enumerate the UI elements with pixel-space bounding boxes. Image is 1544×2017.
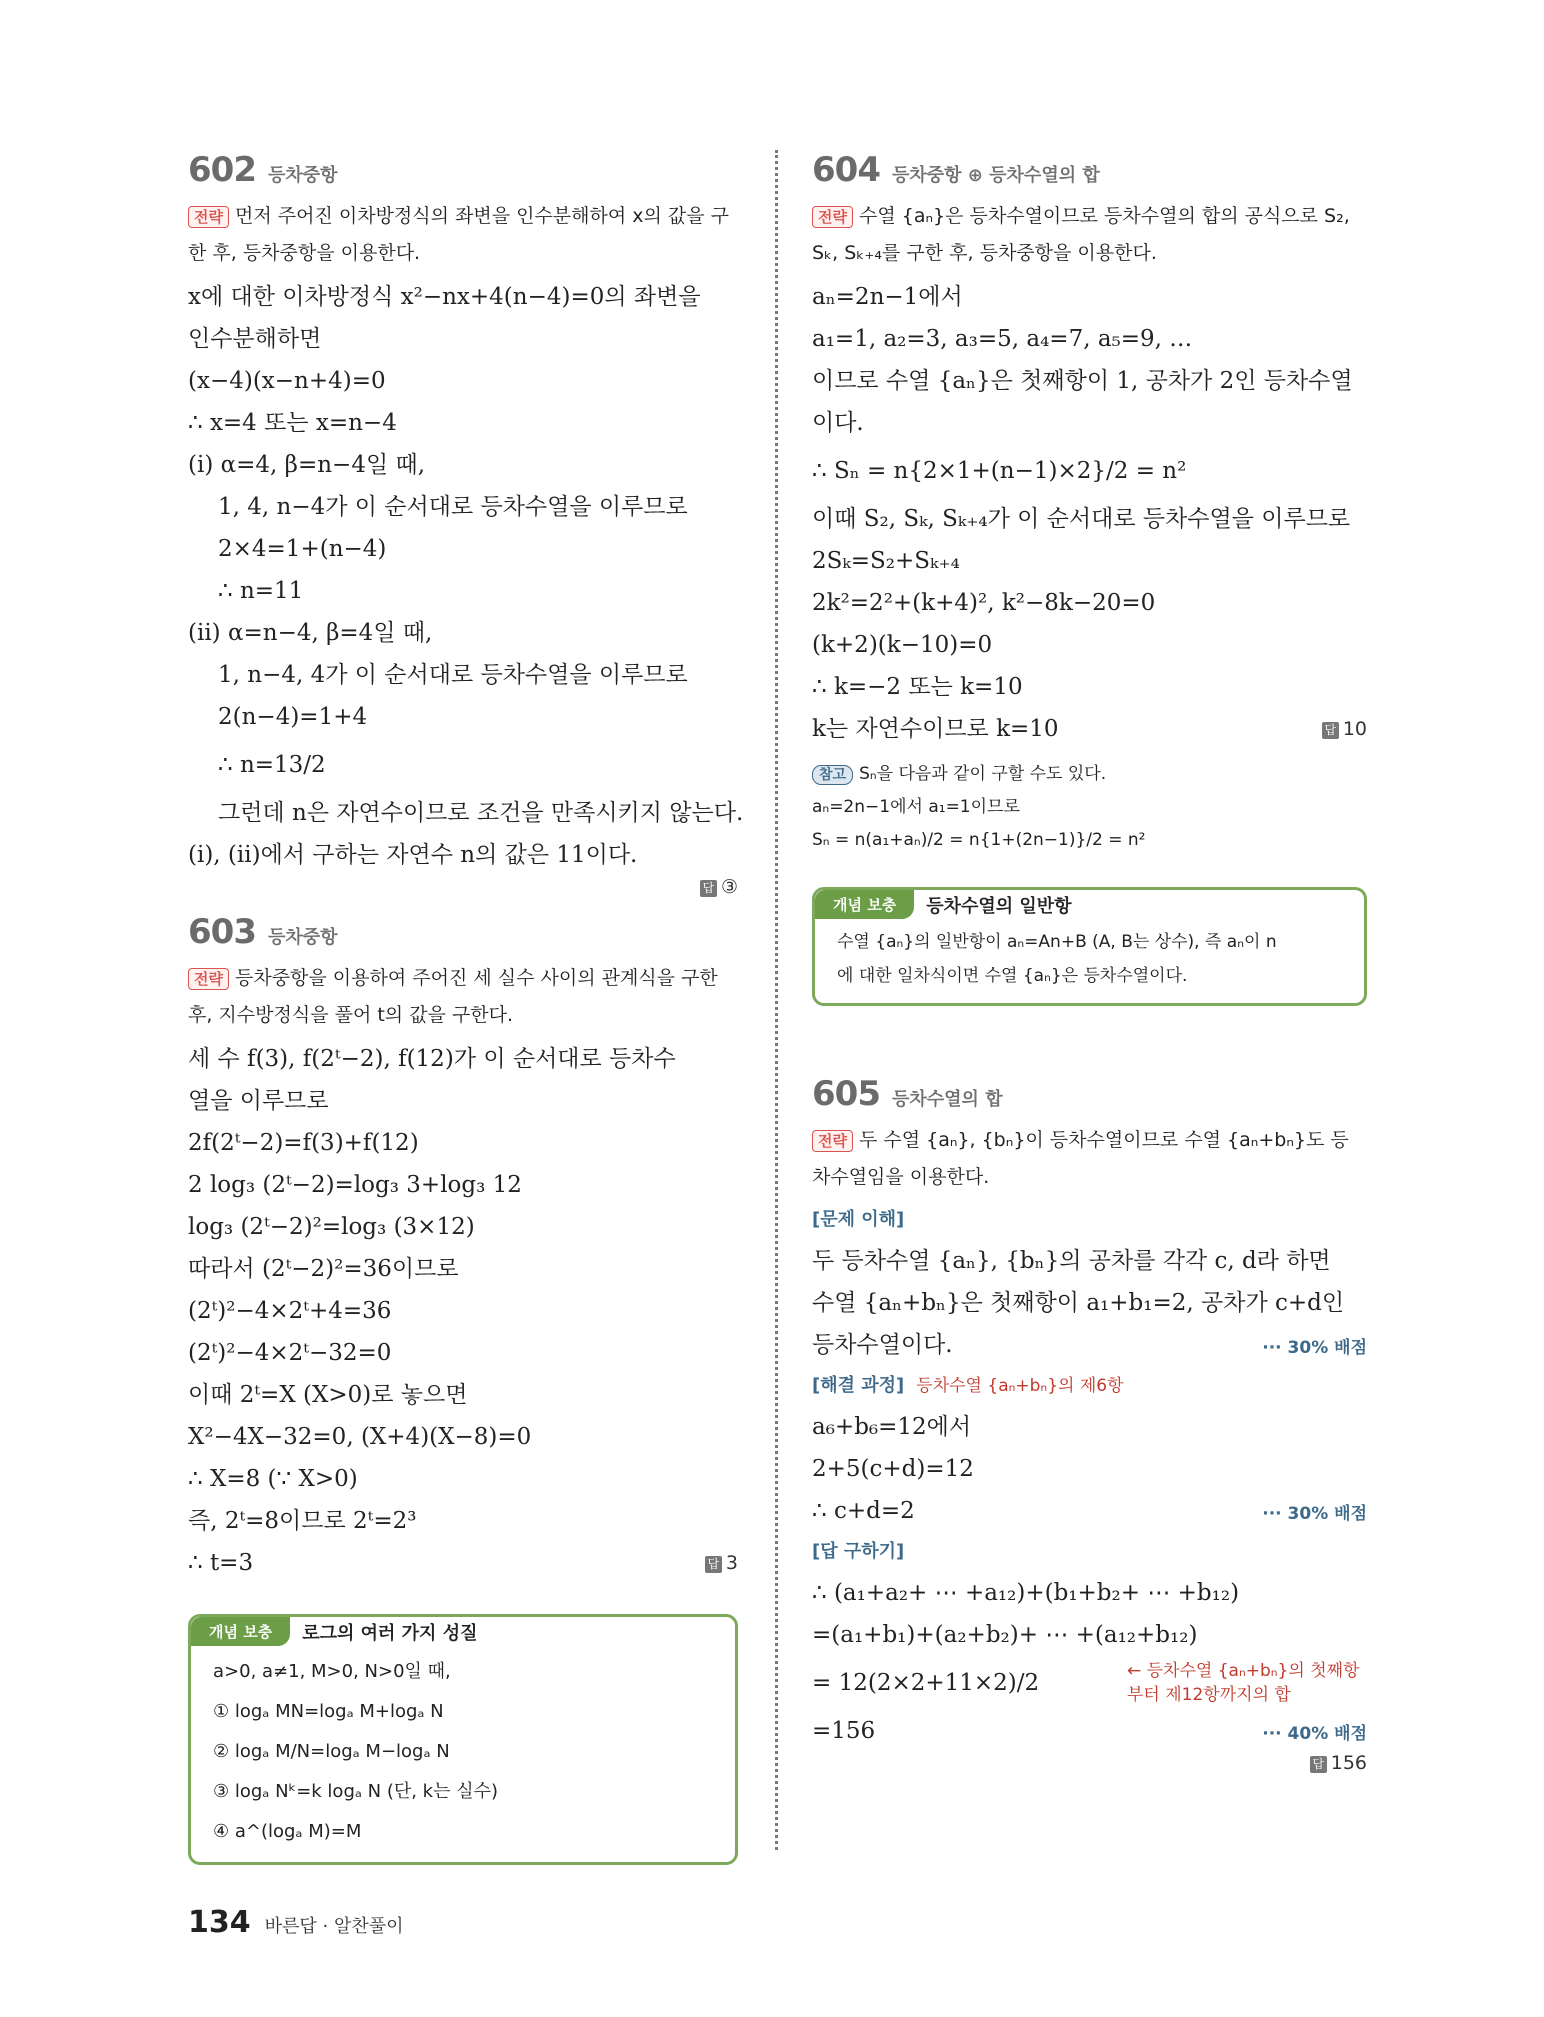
problem-number: 604 [812, 150, 880, 190]
solution-line: 1, n−4, 4가 이 순서대로 등차수열을 이루므로 [218, 662, 688, 688]
solution-line: ∴ k=−2 또는 k=10 [812, 674, 1023, 700]
note-tag: 참고 [812, 765, 853, 785]
answer [1322, 718, 1367, 740]
solution-line: 2×4=1+(n−4) [218, 536, 387, 562]
answer [812, 1752, 1367, 1786]
problem-603 [188, 912, 738, 1865]
annotation: ← 등차수열 {aₙ+bₙ}의 첫째항부터 제12항까지의 합 [1127, 1661, 1360, 1705]
problem-topic: 등차중항 [267, 927, 338, 948]
strategy-text: 두 수열 {aₙ}, {bₙ}이 등차수열이므로 수열 {aₙ+bₙ}도 등차수열임을 이용한다. [812, 1129, 1349, 1188]
solution-line: 등차수열이다. [812, 1332, 953, 1358]
strategy [812, 198, 1367, 272]
strategy-tag: 전략 [188, 968, 229, 990]
problem-topic: 등차중항 [267, 165, 338, 186]
solution-line: 즉, 2ᵗ=8이므로 2ᵗ=2³ [188, 1508, 417, 1534]
solution-line: x에 대한 이차방정식 x²−nx+4(n−4)=0의 좌변을 [188, 284, 701, 310]
answer [705, 1552, 738, 1574]
concept-title: 로그의 여러 가지 성질 [302, 1622, 478, 1644]
strategy-text: 등차중항을 이용하여 주어진 세 실수 사이의 관계식을 구한 후, 지수방정식을 풀어 t의 값을 구한다. [188, 967, 718, 1026]
problem-605 [812, 1074, 1367, 1786]
solution-line: 열을 이루므로 [188, 1088, 329, 1114]
solution-line: 그런데 n은 자연수이므로 조건을 만족시키지 않는다. [218, 800, 744, 826]
solution-line: (i), (ii)에서 구하는 자연수 n의 값은 11이다. [188, 842, 638, 868]
solution-line: ∴ Sₙ = n{2×1+(n−1)×2}/2 = n² [812, 458, 1187, 484]
answer-icon: 답 [1322, 722, 1339, 739]
book-section: 바른답 · 알찬풀이 [264, 1916, 404, 1937]
concept-line: ② logₐ M/N=logₐ M−logₐ N [213, 1741, 450, 1762]
solution-line: 세 수 f(3), f(2ᵗ−2), f(12)가 이 순서대로 등차수 [188, 1046, 676, 1072]
problem-602 [188, 150, 744, 910]
problem-number: 602 [188, 150, 256, 190]
score-label: ··· 30% 배점 [1262, 1503, 1367, 1524]
solution-line: (x−4)(x−n+4)=0 [188, 368, 386, 394]
strategy [188, 198, 738, 272]
solution-line: aₙ=2n−1에서 [812, 284, 963, 310]
solution-line: X²−4X−32=0, (X+4)(X−8)=0 [188, 1424, 532, 1450]
answer-value: 156 [1330, 1752, 1367, 1774]
answer-icon: 답 [700, 880, 717, 897]
solution-line: log₃ (2ᵗ−2)²=log₃ (3×12) [188, 1214, 475, 1240]
solution-line: 두 등차수열 {aₙ}, {bₙ}의 공차를 각각 c, d라 하면 [812, 1248, 1331, 1274]
solution-line: a₁=1, a₂=3, a₃=5, a₄=7, a₅=9, … [812, 326, 1193, 352]
solution-line: (ii) α=n−4, β=4일 때, [188, 620, 433, 646]
strategy [188, 960, 738, 1034]
section-problem-understanding: [문제 이해] [812, 1209, 905, 1230]
strategy-text: 먼저 주어진 이차방정식의 좌변을 인수분해하여 x의 값을 구한 후, 등차중항을 이용한다. [188, 205, 730, 264]
solution-line: 인수분해하면 [188, 326, 322, 352]
problem-number: 605 [812, 1074, 880, 1114]
solution-line: (2ᵗ)²−4×2ᵗ−32=0 [188, 1340, 392, 1366]
solution-line: (k+2)(k−10)=0 [812, 632, 993, 658]
concept-box [812, 887, 1367, 1006]
solution-line: 1, 4, n−4가 이 순서대로 등차수열을 이루므로 [218, 494, 688, 520]
strategy-text: 수열 {aₙ}은 등차수열이므로 등차수열의 합의 공식으로 S₂, Sₖ, Sₖ₊₄를 구한 후, 등차중항을 이용한다. [812, 205, 1350, 264]
concept-tag: 개념 보충 [191, 1617, 290, 1646]
solution-line: ∴ t=3 [188, 1550, 254, 1576]
solution-line: 따라서 (2ᵗ−2)²=36이므로 [188, 1256, 459, 1282]
answer-value: 10 [1342, 718, 1367, 740]
problem-604 [812, 150, 1367, 1006]
solution-line: ∴ X=8 (∵ X>0) [188, 1466, 358, 1492]
answer-value: 3 [725, 1552, 738, 1574]
concept-title: 등차수열의 일반항 [926, 895, 1072, 917]
solution-line: =(a₁+b₁)+(a₂+b₂)+ ⋯ +(a₁₂+b₁₂) [812, 1622, 1198, 1648]
solution-line: 이때 S₂, Sₖ, Sₖ₊₄가 이 순서대로 등차수열을 이루므로 [812, 506, 1351, 532]
problem-topic: 등차수열의 합 [891, 1089, 1003, 1110]
concept-line: 수열 {aₙ}의 일반항이 aₙ=An+B (A, B는 상수), 즉 aₙ이 n [837, 932, 1277, 952]
solution-line: 2(n−4)=1+4 [218, 704, 368, 730]
page-footer [188, 1905, 404, 1940]
solution-line: ∴ n=13/2 [218, 752, 326, 778]
concept-box [188, 1614, 738, 1865]
solution-line: ∴ (a₁+a₂+ ⋯ +a₁₂)+(b₁+b₂+ ⋯ +b₁₂) [812, 1580, 1240, 1606]
solution-line: = 12(2×2+11×2)/2 [812, 1670, 1040, 1696]
column-divider [775, 150, 778, 1850]
concept-line: 에 대한 일차식이면 수열 {aₙ}은 등차수열이다. [837, 966, 1188, 986]
solution-line: 2 log₃ (2ᵗ−2)=log₃ 3+log₃ 12 [188, 1172, 522, 1198]
problem-topic: 등차중항 ⊕ 등차수열의 합 [891, 165, 1100, 186]
strategy-tag: 전략 [812, 206, 853, 228]
solution-line: =156 [812, 1718, 876, 1744]
answer [188, 876, 738, 910]
strategy-tag: 전략 [812, 1130, 853, 1152]
page-number: 134 [188, 1905, 251, 1940]
right-column [812, 150, 1367, 1786]
note-line: aₙ=2n−1에서 a₁=1이므로 [812, 797, 1020, 817]
problem-number: 603 [188, 912, 256, 952]
concept-line: ③ logₐ Nᵏ=k logₐ N (단, k는 실수) [213, 1781, 499, 1802]
solution-line: (i) α=4, β=n−4일 때, [188, 452, 426, 478]
score-label: ··· 30% 배점 [1262, 1337, 1367, 1358]
solution-line: 수열 {aₙ+bₙ}은 첫째항이 a₁+b₁=2, 공차가 c+d인 [812, 1290, 1345, 1316]
concept-tag: 개념 보충 [815, 890, 914, 919]
section-find-answer: [답 구하기] [812, 1541, 905, 1562]
solution-line: 2Sₖ=S₂+Sₖ₊₄ [812, 548, 960, 574]
answer-icon: 답 [1310, 1756, 1327, 1773]
annotation: 등차수열 {aₙ+bₙ}의 제6항 [916, 1376, 1124, 1396]
concept-line: ① logₐ MN=logₐ M+logₐ N [213, 1701, 444, 1722]
solution-line: 이므로 수열 {aₙ}은 첫째항이 1, 공차가 2인 등차수열 [812, 368, 1353, 394]
solution-line: 2+5(c+d)=12 [812, 1456, 974, 1482]
note-line: 참고 Sₙ을 다음과 같이 구할 수도 있다. [812, 758, 1367, 791]
strategy [812, 1122, 1367, 1196]
note-line: Sₙ = n(a₁+aₙ)/2 = n{1+(2n−1)}/2 = n² [812, 830, 1146, 850]
solution-line: k는 자연수이므로 k=10 [812, 716, 1059, 742]
solution-line: a₆+b₆=12에서 [812, 1414, 972, 1440]
concept-line: a>0, a≠1, M>0, N>0일 때, [213, 1661, 451, 1682]
answer-icon: 답 [705, 1556, 722, 1573]
concept-line: ④ a^(logₐ M)=M [213, 1821, 362, 1842]
solution-line: (2ᵗ)²−4×2ᵗ+4=36 [188, 1298, 392, 1324]
section-solving-process: [해결 과정] [812, 1375, 905, 1396]
solution-line: ∴ c+d=2 [812, 1498, 915, 1524]
solution-line: ∴ x=4 또는 x=n−4 [188, 410, 397, 436]
solution-line: 2k²=2²+(k+4)², k²−8k−20=0 [812, 590, 1156, 616]
strategy-tag: 전략 [188, 206, 229, 228]
solution-line: 이때 2ᵗ=X (X>0)로 놓으면 [188, 1382, 468, 1408]
solution-line: ∴ n=11 [218, 578, 304, 604]
score-label: ··· 40% 배점 [1262, 1723, 1367, 1744]
answer-value: ③ [720, 876, 738, 898]
solution-line: 이다. [812, 410, 864, 436]
left-column [188, 150, 744, 1865]
solution-line: 2f(2ᵗ−2)=f(3)+f(12) [188, 1130, 419, 1156]
